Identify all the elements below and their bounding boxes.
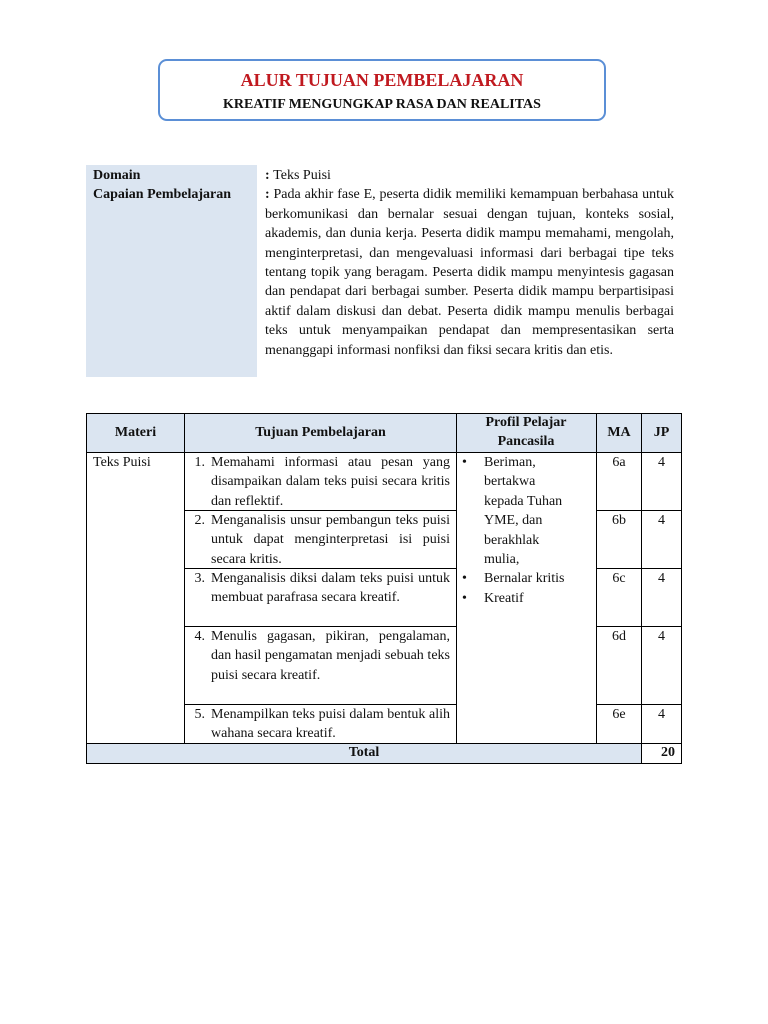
tujuan-text: Menampilkan teks puisi dalam bentuk alih wahana secara kreatif. [211,707,450,742]
total-value: 20 [661,745,675,760]
cp-value: Pada akhir fase E, peserta didik memiliki kemampuan berbahasa untuk berkomunikasi dan bernalar sesuai dengan tujuan, konteks sosial, akademis, dan dunia kerja. Peserta didik mampu memahami, mengolah, menginterpretasi, dan mengevaluasi informasi dari berbagai tipe teks tentang topik yang beragam. Peserta didik mampu menyintesis gagasan dan pendapat dari berbagai sumber. Peserta didik mampu berpartisipasi aktif dalam diskusi dan debat. Peserta didik mampu menulis berbagai teks untuk menyampaikan pendapat dan mempresentasikan serta menanggapi informasi nonfiksi dan fiksi secara kritis dan etis. [265,187,674,358]
ma-value: 6b [612,513,626,528]
tujuan-row [185,511,456,568]
page-title: ALUR TUJUAN PEMBELAJARAN [240,70,524,90]
list-item: • Beriman, bertakwa kepada Tuhan YME, dan berakhlak mulia, [462,455,563,568]
profil-list [457,453,569,608]
bullet-icon: • [462,590,467,606]
header-materi: Materi [114,425,157,440]
info-values [265,166,674,360]
jp-value: 4 [658,629,665,644]
jp-value: 4 [658,513,665,528]
cp-label: Capaian Pembelajaran [93,187,232,203]
domain-row: : Teks Puisi [265,168,331,183]
tujuan-text: Memahami informasi atau pesan yang disampaikan dalam teks puisi secara kritis dan reflektif. [211,455,450,509]
bullet-icon: • [462,571,467,587]
bullet-icon: • [462,455,467,470]
tujuan-text: Menulis gagasan, pikiran, pengalaman, dan hasil pengamatan menjadi sebuah teks puisi secara kreatif. [211,629,450,683]
tujuan-row [185,569,456,626]
header-tujuan: Tujuan Pembelajaran [255,425,386,440]
atp-table [86,413,682,764]
jp-value: 4 [658,571,665,586]
jp-value: 4 [658,707,665,722]
title-box [158,59,606,121]
page-subtitle: KREATIF MENGUNGKAP RASA DAN REALITAS [223,97,541,112]
header-jp: JP [653,425,670,440]
tujuan-number: 3. [194,571,205,586]
domain-label: Domain [93,168,141,183]
header-ma: MA [607,425,631,440]
tujuan-number: 4. [194,629,205,644]
tujuan-row [185,627,456,704]
materi-cell: Teks Puisi [93,455,151,470]
header-profil: Profil Pelajar Pancasila [485,415,567,450]
tujuan-number: 2. [194,513,205,528]
tujuan-text: Menganalisis unsur pembangun teks puisi untuk dapat menginterpretasi isi puisi secara kritis. [211,513,450,567]
domain-value: Teks Puisi [273,168,331,183]
tujuan-row [185,705,456,743]
tujuan-text: Menganalisis diksi dalam teks puisi untuk membuat parafrasa secara kreatif. [211,571,450,606]
list-item: • Bernalar kritis [457,569,569,588]
total-label: Total [348,745,380,760]
ma-value: 6c [612,571,626,586]
tujuan-row [185,453,456,510]
tujuan-number: 1. [194,455,205,470]
profil-cell [457,453,569,608]
ma-value: 6d [612,629,626,644]
list-item: • Kreatif [457,589,569,608]
tujuan-number: 5. [194,707,205,722]
info-labels [86,165,257,377]
cp-row: : Pada akhir fase E, peserta didik memiliki kemampuan berbahasa untuk berkomunikasi dan bernalar sesuai dengan tujuan, konteks sosial, akademis, dan dunia kerja. Peserta didik mampu memahami, mengolah, menginterpretasi, dan mengevaluasi informasi dari berbagai tipe teks tentang topik yang beragam. Peserta didik mampu menyintesis gagasan dan pendapat dari berbagai sumber. Peserta didik mampu berpartisipasi aktif dalam diskusi dan debat. Peserta didik mampu menulis berbagai teks untuk menyampaikan pendapat dan mempresentasikan serta menanggapi informasi nonfiksi dan fiksi secara kritis dan etis. [265,187,674,358]
ma-value: 6e [612,707,626,722]
jp-value: 4 [658,455,665,470]
ma-value: 6a [612,455,626,470]
